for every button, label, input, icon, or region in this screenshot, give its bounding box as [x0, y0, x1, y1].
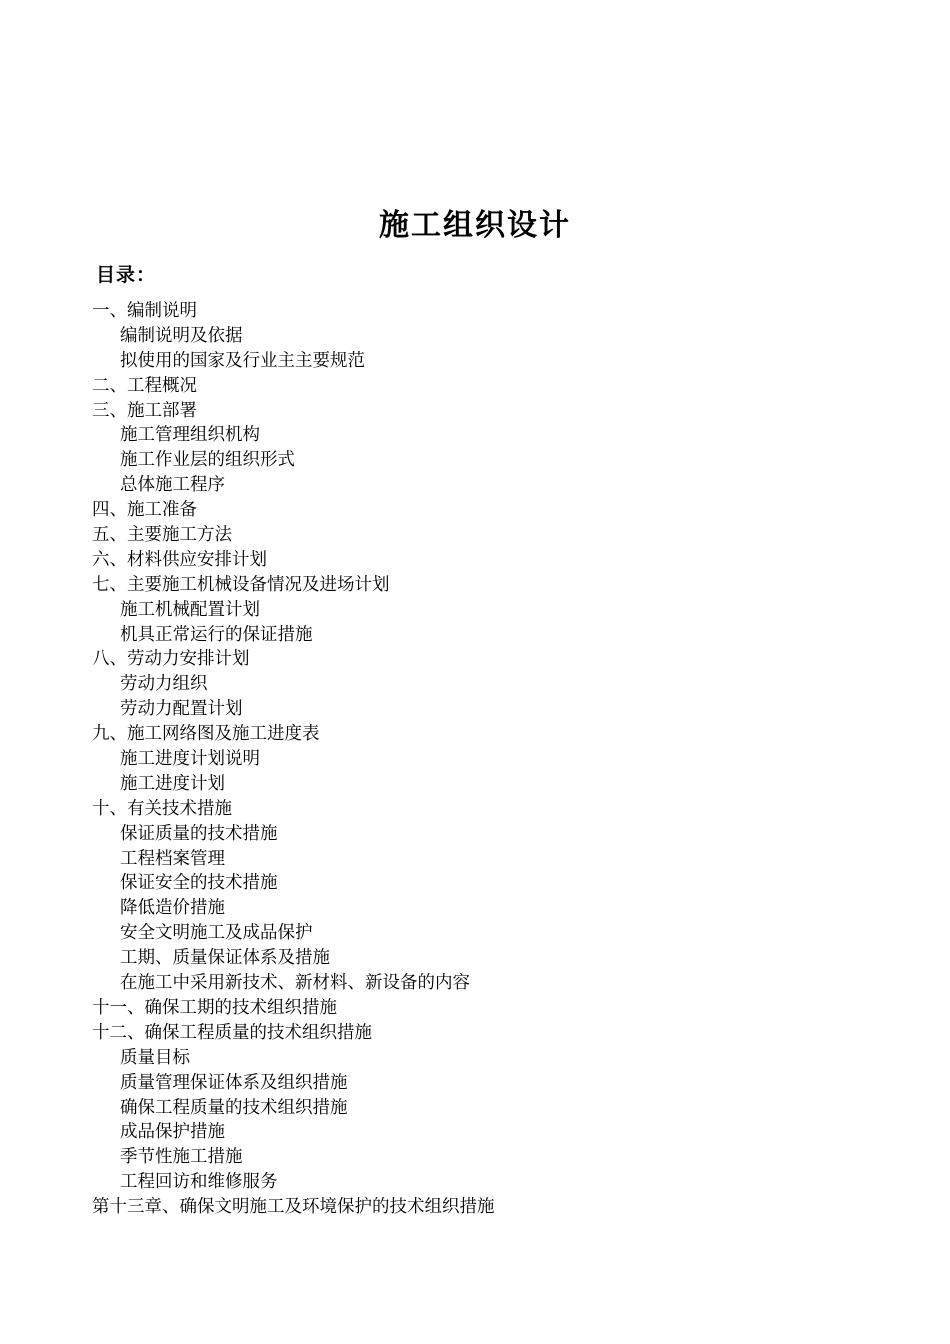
- toc-subsection: 在施工中采用新技术、新材料、新设备的内容: [120, 973, 470, 994]
- toc-section: 七、主要施工机械设备情况及进场计划: [92, 574, 390, 595]
- toc-subsection: 施工进度计划说明: [120, 749, 260, 770]
- document-title: 施工组织设计: [379, 208, 571, 243]
- toc-subsection: 施工进度计划: [120, 773, 225, 794]
- toc-subsection: 施工作业层的组织形式: [120, 450, 295, 471]
- toc-subsection: 施工机械配置计划: [120, 599, 260, 620]
- toc-subsection: 劳动力组织: [120, 674, 208, 695]
- toc-subsection: 工程档案管理: [120, 848, 225, 869]
- toc-section: 四、施工准备: [92, 500, 197, 521]
- toc-section: 六、材料供应安排计划: [92, 549, 267, 570]
- toc-subsection: 安全文明施工及成品保护: [120, 923, 313, 944]
- toc-subsection: 总体施工程序: [120, 475, 225, 496]
- toc-subsection: 保证安全的技术措施: [120, 873, 278, 894]
- toc-section: 三、施工部署: [92, 400, 197, 421]
- toc-subsection: 工期、质量保证体系及措施: [120, 948, 330, 969]
- toc-section: 十二、确保工程质量的技术组织措施: [92, 1022, 372, 1043]
- toc-subsection: 编制说明及依据: [120, 325, 243, 346]
- toc-subsection: 质量目标: [120, 1047, 190, 1068]
- toc-section: 五、主要施工方法: [92, 525, 232, 546]
- toc-subsection: 质量管理保证体系及组织措施: [120, 1072, 348, 1093]
- toc-section: 一、编制说明: [92, 301, 197, 321]
- toc-section: 十、有关技术措施: [92, 798, 232, 819]
- toc-section: 二、工程概况: [92, 375, 197, 396]
- toc-heading: 目录：: [96, 264, 157, 286]
- toc-subsection: 机具正常运行的保证措施: [120, 624, 313, 645]
- toc-subsection: 成品保护措施: [120, 1122, 225, 1143]
- toc-subsection: 施工管理组织机构: [120, 425, 260, 446]
- toc-subsection: 保证质量的技术措施: [120, 823, 278, 844]
- toc-subsection: 拟使用的国家及行业主主要规范: [120, 350, 365, 371]
- toc-section: 十一、确保工期的技术组织措施: [92, 997, 337, 1018]
- toc-subsection: 降低造价措施: [120, 898, 225, 919]
- table-of-contents: [92, 299, 892, 1220]
- toc-subsection: 确保工程质量的技术组织措施: [120, 1097, 348, 1118]
- toc-section: 第十三章、确保文明施工及环境保护的技术组织措施: [92, 1197, 495, 1218]
- toc-subsection: 季节性施工措施: [120, 1147, 243, 1168]
- toc-section: 八、劳动力安排计划: [92, 649, 250, 670]
- toc-subsection: 工程回访和维修服务: [120, 1172, 278, 1193]
- toc-section: 九、施工网络图及施工进度表: [92, 724, 320, 745]
- toc-subsection: 劳动力配置计划: [120, 699, 243, 720]
